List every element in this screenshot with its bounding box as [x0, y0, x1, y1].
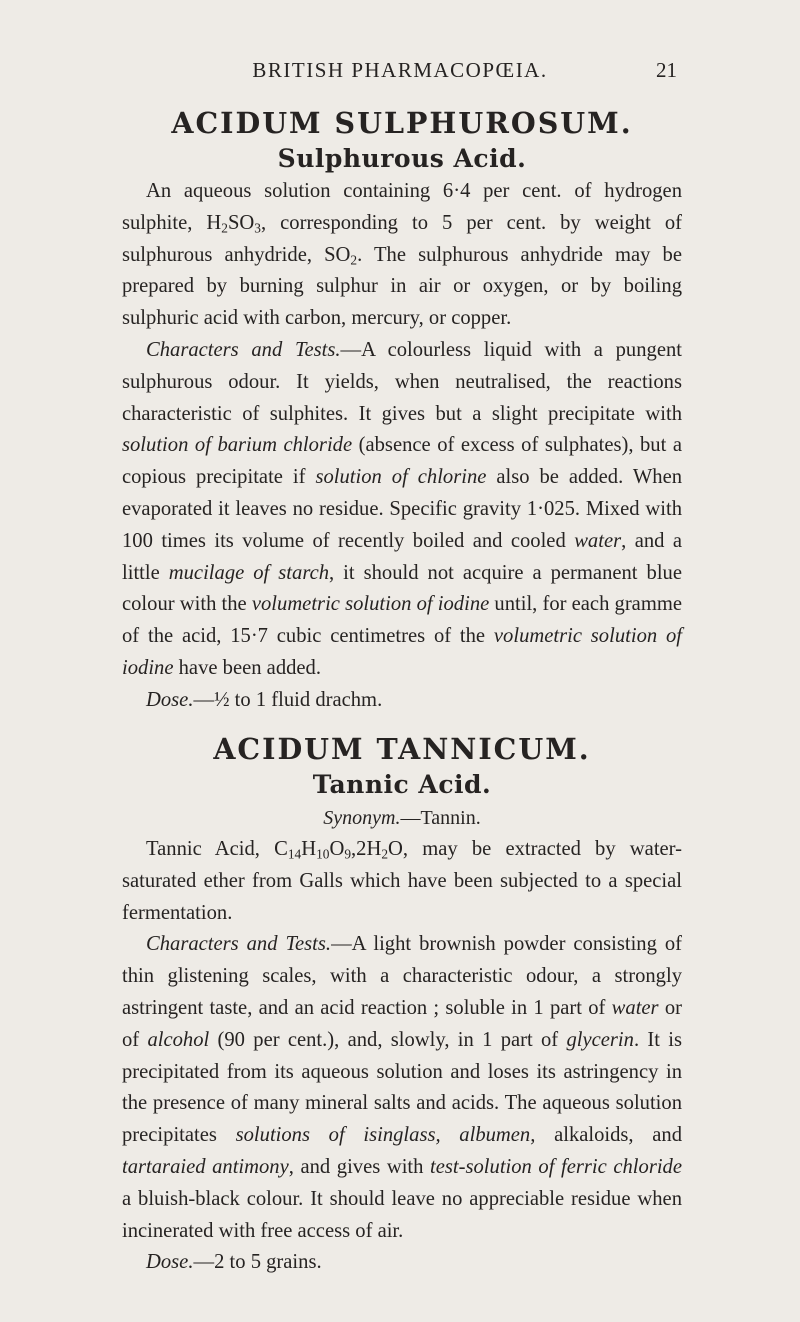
- description-paragraph: Tannic Acid, $C_{14}H_{10}O_9,2H_2O$, may be extracted by water-saturated ether from Galls which have been subjected to a special fermentation.: [122, 838, 682, 924]
- entry-title: ACIDUM TANNICUM.: [213, 732, 591, 766]
- tests-paragraph: Characters and Tests.—A colourless liquid with a pungent sulphurous odour. It yields, when neutralised, the reactions characteristic of sulphites. It gives but a slight precipitate with solution of barium chloride (absence of excess of sulphates), but a copious precipitate if solution of chlorine also be added. When evaporated it leaves no residue. Specific gravity 1·025. Mixed with 100 times its volume of recently boiled and cooled water, and a little mucilage of starch, it should not acquire a permanent blue colour with the volumetric solution of iodine until, for each gramme of the acid, 15·7 cubic centimetres of the volumetric solution of iodine have been added.: [122, 338, 683, 679]
- entry-subtitle: Sulphurous Acid.: [277, 144, 527, 173]
- tests-heading: Characters and Tests.: [146, 338, 341, 361]
- tests-paragraph: Characters and Tests.—A light brownish powder consisting of thin glistening scales, with a characteristic odour, a strongly astringent taste, and an acid reaction ; soluble in 1 part of water or of alcohol (90 per cent.), and, slowly, in 1 part of glycerin. It is precipitated from its aqueous solution and loses its astringency in the presence of many mineral salts and acids. The aqueous solution precipitates solutions of isinglass, albumen, alkaloids, and tartaraied antimony, and gives with test-solution of ferric chloride a bluish-black colour. It should leave no appreciable residue when incinerated with free access of air.: [122, 933, 683, 1242]
- tests-heading: Characters and Tests.: [146, 933, 332, 956]
- dose-line: Dose.—½ to 1 fluid drachm.: [146, 688, 383, 711]
- entry-title: ACIDUM SULPHUROSUM.: [171, 106, 633, 140]
- entry-subtitle: Tannic Acid.: [312, 770, 492, 799]
- page-number: 21: [656, 58, 677, 82]
- running-title: BRITISH PHARMACOPŒIA.: [252, 58, 548, 82]
- synonym-line: Synonym.—Tannin.: [323, 807, 481, 829]
- entry-sulphurous-acid: [122, 104, 682, 717]
- running-head: [0, 58, 800, 88]
- description-paragraph: An aqueous solution containing 6·4 per cent. of hydrogen sulphite, $H_2SO_3$, corresponding to 5 per cent. by weight of sulphurous anhydride, $SO_2$. The sulphurous anhydride may be prepared by burning sulphur in air or oxygen, or by boiling sulphuric acid with carbon, mercury, or copper.: [122, 180, 682, 330]
- entry-tannic-acid: [122, 730, 682, 1279]
- dose-line: Dose.—2 to 5 grains.: [146, 1251, 322, 1274]
